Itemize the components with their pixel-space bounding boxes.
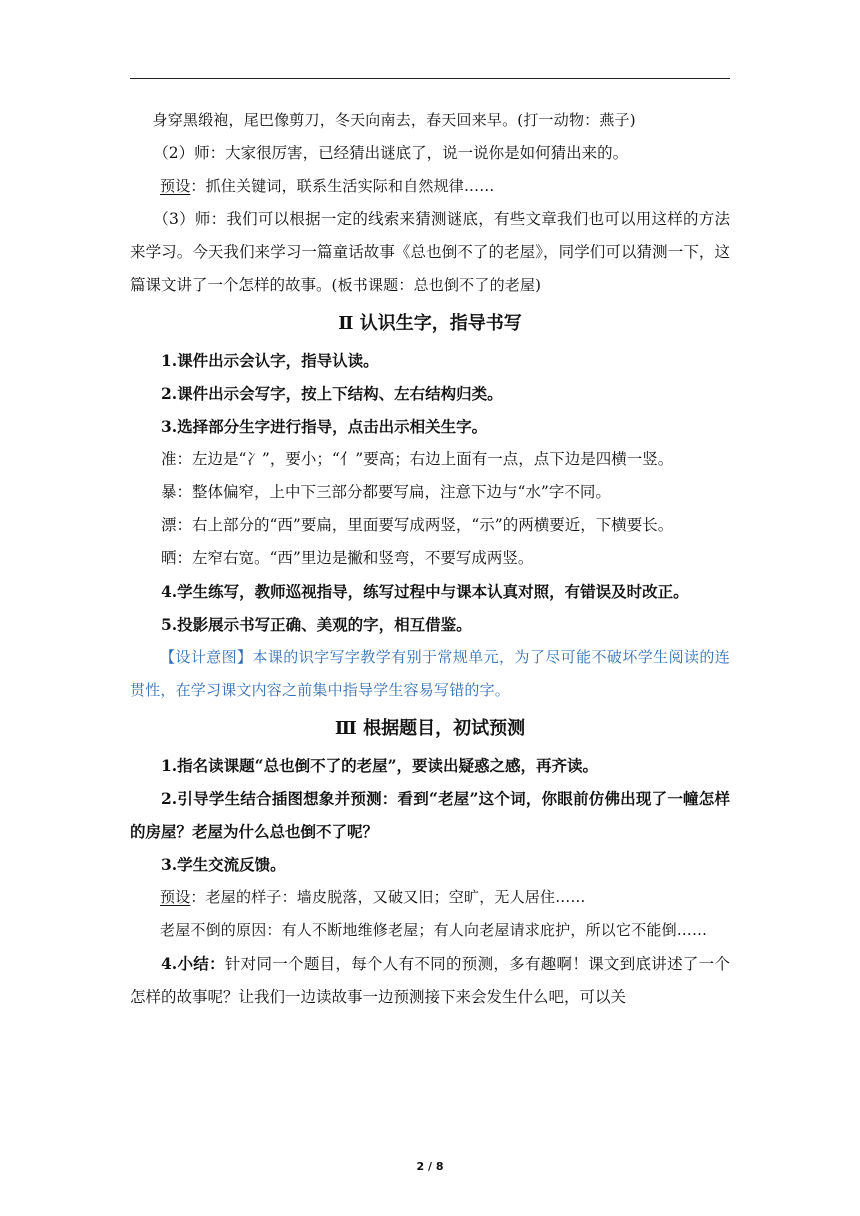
task-3: 3.学生交流反馈。 bbox=[161, 855, 286, 874]
preset-label: 预设 bbox=[160, 177, 191, 195]
teacher-line-3 bbox=[130, 203, 730, 302]
reason-line: 老屋不倒的原因：有人不断地维修老屋；有人向老屋请求庇护，所以它不能倒…… bbox=[160, 921, 708, 939]
summary-text: 针对同一个题目，每个人有不同的预测，多有趣啊！课文到底讲述了一个怎样的故事呢？让我们一边读故事一边预测接下来会发生什么吧，可以关 bbox=[130, 955, 730, 1006]
board-note: (板书课题：总也倒不了的老屋) bbox=[331, 276, 542, 294]
preset-text-2: ：老屋的样子：墙皮脱落，又破又旧；空旷，无人居住…… bbox=[190, 888, 586, 906]
page-content bbox=[130, 104, 730, 1014]
riddle-line: 身穿黑缎袍，尾巴像剪刀，冬天向南去，春天回来早。(打一动物：燕子) bbox=[152, 111, 636, 129]
preset-label-2: 预设 bbox=[160, 888, 191, 906]
summary-label: 4.小结： bbox=[161, 954, 225, 973]
teacher-line-3-text: （3）师：我们可以根据一定的线索来猜测谜底，有些文章我们也可以用这样的方法来学习。今天我们来学习一篇童话故事《总也倒不了的老屋》，同学们可以猜测一下，这篇课文讲了一个怎样的故事。 bbox=[130, 210, 730, 294]
preset-line-1 bbox=[130, 170, 730, 203]
preset-text: ：抓住关键词，联系生活实际和自然规律…… bbox=[190, 177, 495, 195]
step-4: 4.学生练写，教师巡视指导，练写过程中与课本认真对照，有错误及时改正。 bbox=[161, 582, 689, 601]
char-bao: 暴：整体偏窄，上中下三部分都要写扁，注意下边与“水”字不同。 bbox=[161, 483, 611, 501]
char-piao: 漂：右上部分的“西”要扁，里面要写成两竖，“示”的两横要近，下横要长。 bbox=[161, 516, 674, 534]
task-2: 2.引导学生结合插图想象并预测：看到“老屋”这个词，你眼前仿佛出现了一幢怎样的房屋？老屋为什么总也倒不了呢？ bbox=[130, 789, 730, 841]
char-zhun: 准：左边是“冫”，要小；“亻”要高；右边上面有一点，点下边是四横一竖。 bbox=[161, 450, 674, 468]
teacher-line-2: （2）师：大家很厉害，已经猜出谜底了，说一说你是如何猜出来的。 bbox=[153, 144, 629, 162]
summary-line bbox=[130, 947, 730, 1014]
design-intent: 【设计意图】本课的识字写字教学有别于常规单元，为了尽可能不破坏学生阅读的连贯性，在学习课文内容之前集中指导学生容易写错的字。 bbox=[130, 648, 730, 699]
step-5: 5.投影展示书写正确、美观的字，相互借鉴。 bbox=[161, 615, 472, 634]
preset-line-2 bbox=[130, 881, 730, 914]
page-number: 2 / 8 bbox=[416, 1160, 444, 1173]
char-shai: 晒：左窄右宽。“西”里边是撇和竖弯，不要写成两竖。 bbox=[161, 549, 534, 567]
step-1: 1.课件出示会认字，指导认读。 bbox=[161, 351, 379, 370]
step-3: 3.选择部分生字进行指导，点击出示相关生字。 bbox=[161, 417, 488, 436]
step-2: 2.课件出示会写字，按上下结构、左右结构归类。 bbox=[161, 384, 503, 403]
header-rule bbox=[130, 78, 730, 79]
section-2-heading: Ⅱ 认识生字，指导书写 bbox=[338, 313, 522, 334]
section-3-heading: Ⅲ 根据题目，初试预测 bbox=[334, 718, 526, 739]
task-1: 1.指名读课题“总也倒不了的老屋”，要读出疑惑之感，再齐读。 bbox=[161, 756, 599, 775]
